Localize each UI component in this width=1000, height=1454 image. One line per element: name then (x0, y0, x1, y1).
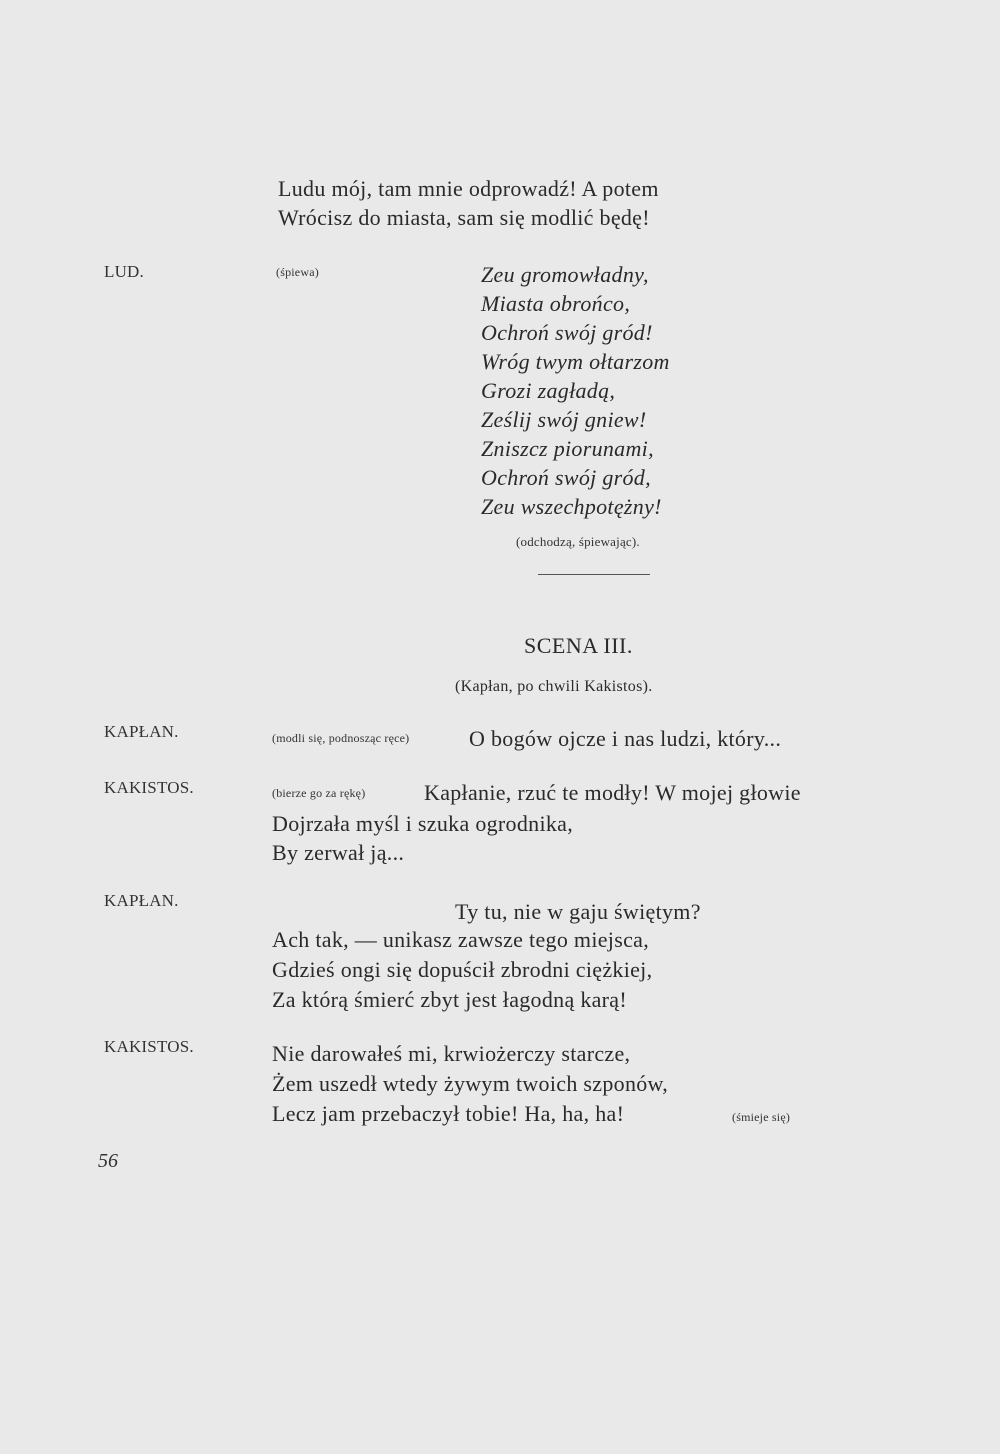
verse-line: Wrócisz do miasta, sam się modlić będę! (278, 205, 650, 230)
verse-line: Nie darowałeś mi, krwiożerczy starcze, (272, 1041, 631, 1066)
song-line: Miasta obrońco, (481, 291, 631, 316)
stage-direction: (modli się, podnosząc ręce) (272, 731, 410, 745)
song-line: Ochroń swój gród! (481, 320, 653, 345)
song-line: Wróg twym ołtarzom (481, 349, 670, 374)
verse-line: Za którą śmierć zbyt jest łagodną karą! (272, 987, 627, 1012)
verse-line: Gdzieś ongi się dopuścił zbrodni ciężkiej, (272, 957, 653, 982)
song-line: Ześlij swój gniew! (481, 407, 647, 432)
verse-line: Ty tu, nie w gaju świętym? (455, 899, 701, 924)
verse-line: Żem uszedł wtedy żywym twoich szponów, (272, 1071, 669, 1096)
page-number: 56 (98, 1150, 118, 1172)
speaker-lud: LUD. (104, 262, 144, 281)
speaker-kaplan: KAPŁAN. (104, 722, 179, 741)
section-divider (538, 574, 650, 575)
verse-line: Ach tak, — unikasz zawsze tego miejsca, (272, 927, 650, 952)
verse-line: Lecz jam przebaczył tobie! Ha, ha, ha! (272, 1101, 625, 1126)
song-line: Ochroń swój gród, (481, 465, 651, 490)
verse-line: By zerwał ją... (272, 840, 405, 865)
stage-direction: (odchodzą, śpiewając). (516, 534, 640, 549)
song-line: Grozi zagładą, (481, 378, 616, 403)
song-line: Zeu wszechpotężny! (481, 494, 662, 519)
speaker-kakistos: KAKISTOS. (104, 1037, 194, 1056)
speaker-kaplan: KAPŁAN. (104, 891, 179, 910)
speaker-kakistos: KAKISTOS. (104, 778, 194, 797)
song-line: Zeu gromowładny, (481, 262, 649, 287)
stage-direction: (śpiewa) (276, 265, 319, 279)
verse-line: Ludu mój, tam mnie odprowadź! A potem (278, 176, 659, 201)
stage-direction: (śmieje się) (732, 1110, 791, 1124)
verse-line: O bogów ojcze i nas ludzi, który... (469, 726, 782, 751)
scene-subtitle: (Kapłan, po chwili Kakistos). (455, 678, 653, 695)
stage-direction: (bierze go za rękę) (272, 786, 366, 800)
scene-title: SCENA III. (524, 633, 633, 658)
verse-line: Dojrzała myśl i szuka ogrodnika, (272, 811, 574, 836)
verse-line: Kapłanie, rzuć te modły! W mojej głowie (424, 780, 801, 805)
song-line: Zniszcz piorunami, (481, 436, 654, 461)
